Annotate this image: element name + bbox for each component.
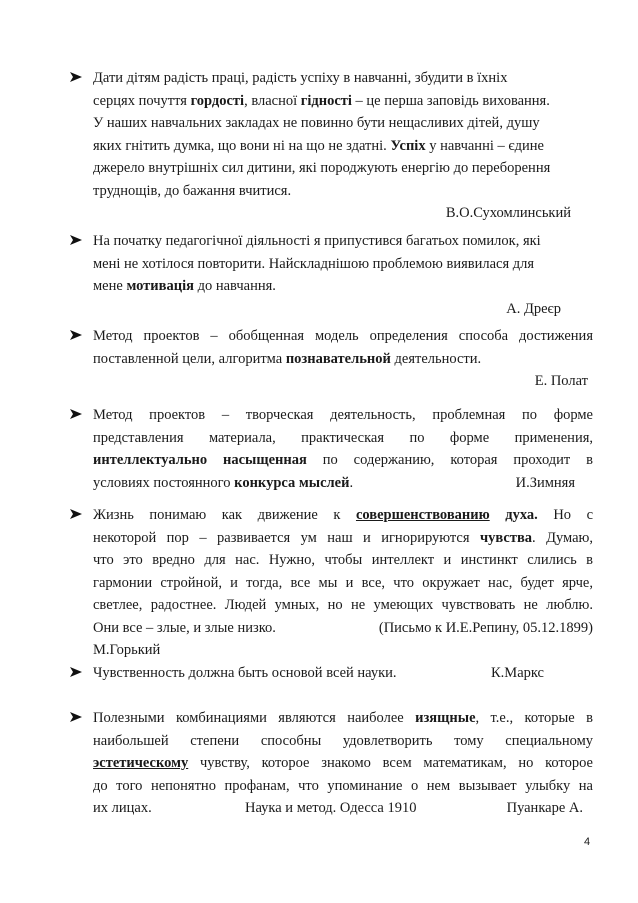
quote-line: наибольшей степени способны удовлетворить тому специальному bbox=[93, 732, 593, 749]
quote-line: гармонии стройной, и тогда, все мы и все, что окружает нас, будет ярче, bbox=[93, 574, 593, 591]
quote-author: И.Зимняя bbox=[515, 474, 575, 491]
quote-line: труднощів, до бажання вчитися. bbox=[93, 182, 292, 199]
quote-line: Дати дітям радість праці, радість успіху в навчанні, збудити в їхніх bbox=[93, 70, 508, 86]
quote-line: что это вредно для нас. Нужно, чтобы интеллект и инстинкт слились в bbox=[93, 552, 593, 568]
quote-author: Пуанкаре А. bbox=[506, 800, 583, 816]
bold-term: интеллектуально насыщенная bbox=[93, 452, 307, 468]
quote-line: У наших навчальних закладах не повинно бути нещасливих дітей, душу bbox=[93, 115, 540, 131]
quote-author: М.Горький bbox=[93, 642, 161, 658]
quote-line: представления материала, практическая по форме применения, bbox=[93, 429, 593, 446]
bold-term: эстетическому bbox=[93, 755, 189, 771]
quote-line: Метод проектов – творческая деятельность, проблемная по форме bbox=[93, 407, 593, 423]
page-number: 4 bbox=[584, 836, 591, 848]
quote-author: В.О.Сухомлинський bbox=[445, 205, 571, 221]
quote-line: интеллектуально насыщенная по содержанию, которая проходит в bbox=[93, 452, 594, 468]
arrow-bullet-icon bbox=[69, 707, 87, 729]
quote-line: мені не хотілося повторити. Найскладнішою проблемою виявилася для bbox=[93, 255, 535, 272]
quote-line: поставленной цели, алгоритма познавательной деятельности. bbox=[93, 350, 482, 367]
quote-polat bbox=[93, 325, 593, 393]
quote-zimnyaya bbox=[93, 404, 593, 494]
bold-term: Успіх bbox=[390, 137, 426, 154]
bold-term: духа. bbox=[505, 507, 538, 523]
quote-line: яких гнітить думка, що вони ні на що не здатні. Успіх у навчанні – єдине bbox=[93, 137, 544, 154]
quote-source: Наука и метод. Одесса 1910 bbox=[245, 800, 417, 816]
arrow-bullet-icon bbox=[69, 325, 87, 347]
bold-term: мотивація bbox=[126, 278, 194, 294]
quote-line: условиях постоянного конкурса мыслей. И.Зимняя bbox=[93, 472, 593, 495]
quote-marx bbox=[93, 662, 593, 685]
quote-line: до того непонятно профанам, что упоминание о нем вызывает улыбку на bbox=[93, 777, 593, 794]
quote-line: мене мотивація до навчання. bbox=[93, 278, 276, 294]
bold-term: совершенствованию bbox=[355, 507, 490, 523]
arrow-bullet-icon bbox=[69, 67, 87, 89]
quote-author: А. Дреєр bbox=[506, 300, 561, 317]
bold-term: гідності bbox=[300, 92, 352, 109]
quote-dreier bbox=[93, 230, 593, 320]
bold-term: познавательной bbox=[285, 350, 391, 367]
arrow-bullet-icon bbox=[69, 504, 87, 526]
quote-line: Жизнь понимаю как движение к совершенствованию духа. Но с bbox=[93, 507, 594, 523]
bold-term: гордості bbox=[190, 92, 245, 109]
arrow-bullet-icon bbox=[69, 662, 87, 684]
quote-author: К.Маркс bbox=[491, 665, 544, 681]
quote-line: Полезными комбинациями являются наиболее изящные, т.е., которые в bbox=[93, 710, 593, 726]
quote-line: серцях почуття гордості, власної гідності – це перша заповідь виховання. bbox=[93, 92, 550, 109]
bold-term: чувства bbox=[479, 529, 533, 546]
quote-author: Е. Полат bbox=[534, 373, 588, 389]
quote-line: На початку педагогічної діяльності я припустився багатьох помилок, які bbox=[93, 233, 541, 249]
quote-gorky bbox=[93, 504, 593, 662]
quote-line: их лицах. Наука и метод. Одесса 1910 Пуанкаре А. bbox=[93, 797, 593, 820]
quote-line: Чувственность должна быть основой всей науки. К.Маркс bbox=[93, 662, 593, 685]
quote-line: Метод проектов – обобщенная модель определения способа достижения bbox=[93, 328, 593, 344]
quote-poincare bbox=[93, 707, 593, 820]
quote-line: джерело внутрішніх сил дитини, які породжують енергію до переборення bbox=[93, 160, 551, 176]
bold-term: изящные bbox=[415, 710, 476, 726]
arrow-bullet-icon bbox=[69, 230, 87, 252]
quote-line: эстетическому чувству, которое знакомо всем математикам, но которое bbox=[93, 755, 593, 771]
quote-source: (Письмо к И.Е.Репину, 05.12.1899) bbox=[378, 619, 593, 636]
quote-sukhomlynsky bbox=[93, 67, 593, 225]
quote-line: некоторой пор – развивается ум наш и игнорируются чувства. Думаю, bbox=[93, 529, 594, 546]
arrow-bullet-icon bbox=[69, 404, 87, 426]
quote-line: светлее, радостнее. Людей умных, но не умеющих чувствовать не люблю. bbox=[93, 597, 593, 613]
quote-line: Они все – злые, и злые низко. (Письмо к И.Е.Репину, 05.12.1899) bbox=[93, 617, 593, 640]
bold-term: конкурса мыслей bbox=[234, 474, 350, 491]
